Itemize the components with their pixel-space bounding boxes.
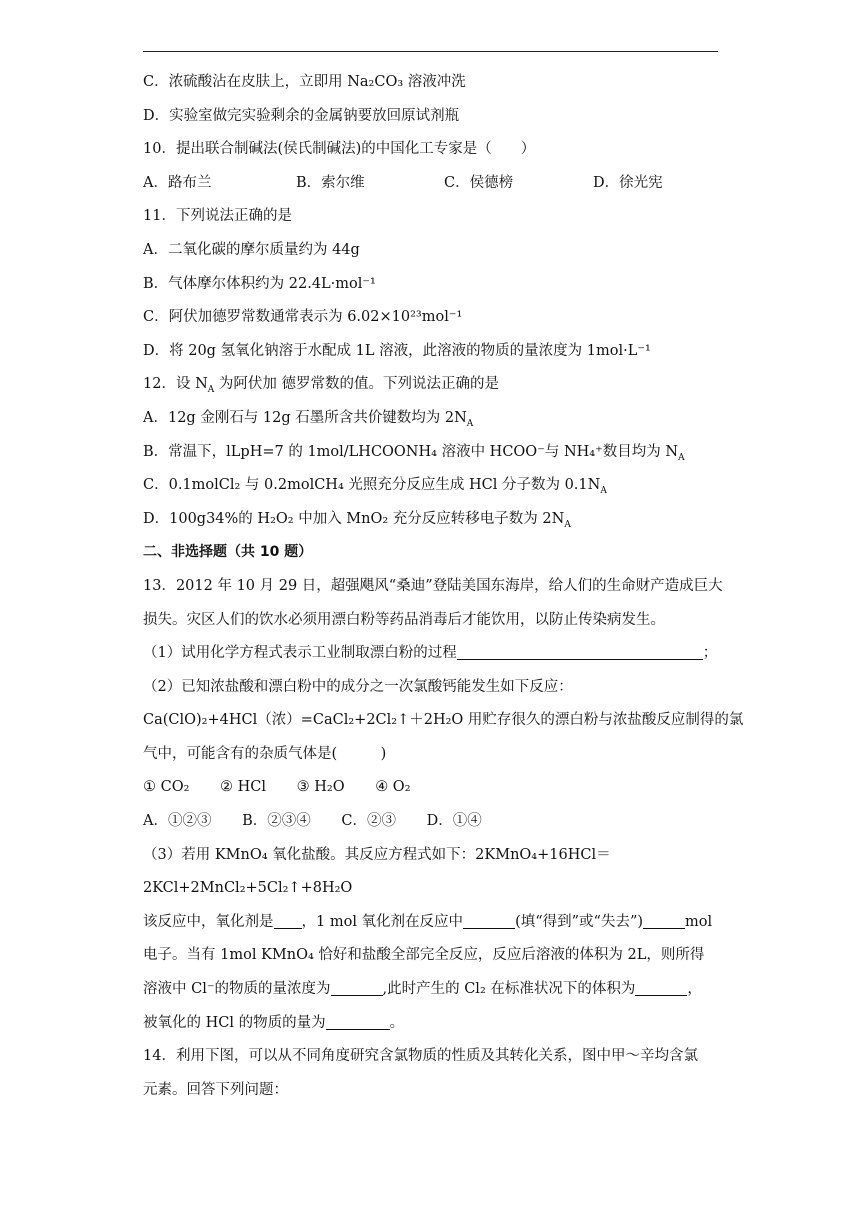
q10-option-d: D．徐光宪 <box>593 174 663 191</box>
document-page <box>143 66 744 1107</box>
answer-blank[interactable] <box>274 912 302 929</box>
q10-option-b: B．索尔维 <box>296 174 365 191</box>
q11-option-d: D．将 20g 氢氧化钠溶于水配成 1L 溶液，此溶液的物质的量浓度为 1mol·L⁻¹ <box>143 342 651 359</box>
q13-gas-list <box>143 771 723 805</box>
q12-option-c: C．0.1molCl₂ 与 0.2molCH₄ 光照充分反应生成 HCl 分子数为 $0.1N_A$ <box>143 477 607 497</box>
answer-blank[interactable] <box>326 1013 390 1030</box>
gas-item: ③ H₂O <box>296 779 345 796</box>
answer-blank[interactable] <box>331 979 383 996</box>
text-run: mol <box>685 913 713 930</box>
q13-equation-1-cont: 气中，可能含有的杂质气体是( ) <box>143 745 387 762</box>
q13-text-4 <box>143 1007 723 1041</box>
gas-item: ① CO₂ <box>143 779 190 796</box>
header-rule <box>143 51 718 52</box>
q13-part-2: （2）已知浓盐酸和漂白粉中的成分之一次氯酸钙能发生如下反应： <box>143 678 573 695</box>
q13-part-1-text: （1）试用化学方程式表示工业制取漂白粉的过程 <box>143 645 457 662</box>
text-run: ，1 mol 氧化剂在反应中 <box>301 913 464 930</box>
q13-line-2: 损失。灾区人们的饮水必须用漂白粉等药品消毒后才能饮用，以防止传染病发生。 <box>143 611 665 628</box>
q14-line-2: 元素。回答下列问题： <box>143 1081 288 1098</box>
q13-line-1: 13．2012 年 10 月 29 日，超强飓风“桑迪”登陆美国东海岸，给人们的生命财产造成巨大 <box>143 577 723 594</box>
q12-option-d: D．100g34%的 H₂O₂ 中加入 MnO₂ 充分反应转移电子数为 $2N_A$ <box>143 510 571 530</box>
q13-equation-1: Ca(ClO)₂+4HCl（浓）=CaCl₂+2Cl₂↑＋2H₂O 用贮存很久的漂白粉与浓盐酸反应制得的氯 <box>143 712 744 729</box>
choice-item: A．①②③ <box>143 813 212 830</box>
q13-choices <box>143 805 723 839</box>
answer-blank[interactable] <box>457 643 703 660</box>
q12-option-b: B．常温下，lLpH=7 的 1mol/LHCOONH₄ 溶液中 HCOO⁻与 NH₄⁺数目均为 $N_A$ <box>143 443 685 463</box>
choice-item: B．②③④ <box>242 813 311 830</box>
q13-part-1-end: ； <box>702 645 718 662</box>
q10-options <box>143 167 723 201</box>
text-run: 。 <box>389 1014 405 1031</box>
text-run: 溶液中 Cl⁻的物质的量浓度为 <box>143 981 331 998</box>
answer-blank[interactable] <box>635 979 687 996</box>
section-heading: 二、非选择题（共 10 题） <box>143 544 313 561</box>
q13-part-3: （3）若用 KMnO₄ 氧化盐酸。其反应方程式如下：2KMnO₄+16HCl＝ <box>143 846 611 863</box>
text-run: (填“得到”或“失去”) <box>515 913 644 930</box>
text-run: ,此时产生的 Cl₂ 在标准状况下的体积为 <box>382 981 636 998</box>
q10-option-a: A．路布兰 <box>143 174 212 191</box>
q10-stem: 10．提出联合制碱法(侯氏制碱法)的中国化工专家是（ ） <box>143 141 536 158</box>
q13-text-3 <box>143 973 723 1007</box>
text-run: 被氧化的 HCl 的物质的量为 <box>143 1014 326 1031</box>
q11-stem: 11．下列说法正确的是 <box>143 208 292 225</box>
q9-option-d: D．实验室做完实验剩余的金属钠要放回原试剂瓶 <box>143 107 460 124</box>
answer-blank[interactable] <box>463 912 515 929</box>
q12-option-a: A．12g 金刚石与 12g 石墨所含共价键数均为 $2N_A$ <box>143 409 474 429</box>
q13-equation-2: 2KCl+2MnCl₂+5Cl₂↑+8H₂O <box>143 880 353 897</box>
gas-item: ④ O₂ <box>375 779 411 796</box>
answer-blank[interactable] <box>643 912 685 929</box>
q13-text-2: 电子。当有 1mol KMnO₄ 恰好和盐酸全部完全反应，反应后溶液的体积为 2L，则所得 <box>143 947 705 964</box>
q13-text-1 <box>143 906 723 940</box>
q11-option-a: A．二氧化碳的摩尔质量约为 44g <box>143 241 360 258</box>
q13-part-1 <box>143 637 723 671</box>
q10-option-c: C．侯德榜 <box>444 174 514 191</box>
q14-line-1: 14．利用下图，可以从不同角度研究含氯物质的性质及其转化关系，图中甲～辛均含氯 <box>143 1048 698 1065</box>
text-run: 该反应中，氧化剂是 <box>143 913 274 930</box>
text-run: ， <box>687 981 702 998</box>
gas-item: ② HCl <box>220 779 267 796</box>
choice-item: C．②③ <box>341 813 396 830</box>
choice-item: D．①④ <box>426 813 482 830</box>
q11-option-c: C．阿伏加德罗常数通常表示为 6.02×10²³mol⁻¹ <box>143 309 463 326</box>
q12-stem: 12．设 $N_A$ 为阿伏加 德罗常数的值。下列说法正确的是 <box>143 376 499 396</box>
q9-option-c: C．浓硫酸沾在皮肤上，立即用 Na₂CO₃ 溶液冲洗 <box>143 74 466 90</box>
q11-option-b: B．气体摩尔体积约为 22.4L·mol⁻¹ <box>143 275 376 292</box>
